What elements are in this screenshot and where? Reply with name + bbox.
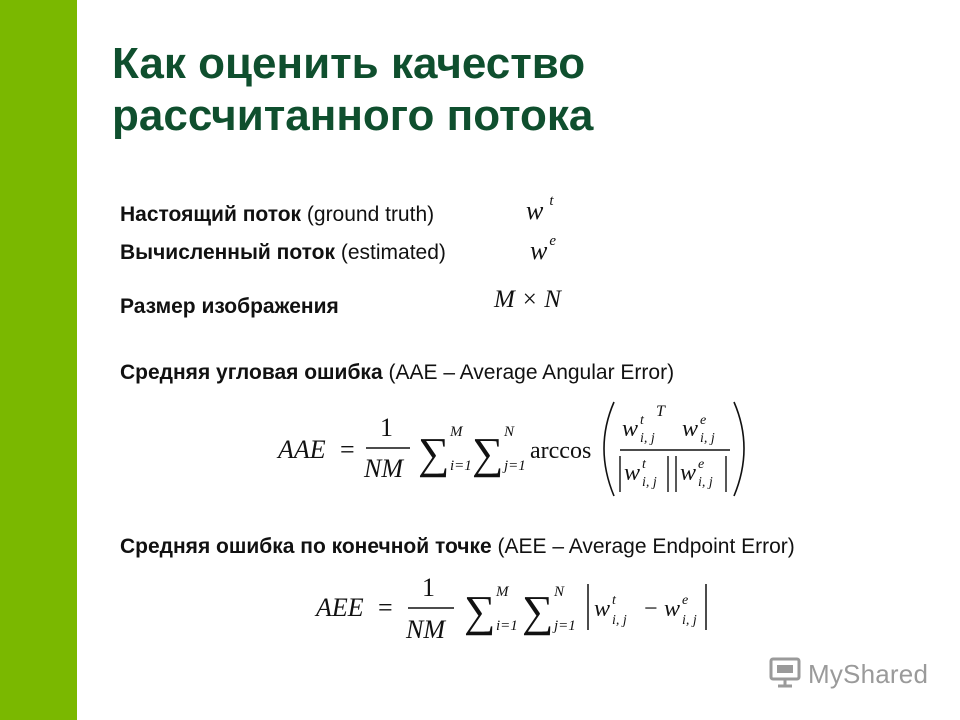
aee-sum2: ∑	[522, 587, 554, 636]
aae-num-w1: w	[622, 416, 639, 442]
aae-den-w2-sub: i, j	[698, 475, 713, 490]
aae-right-paren	[734, 402, 744, 496]
aee-w2-sup: e	[682, 593, 689, 608]
aae-den-w2: w	[680, 460, 697, 486]
aee-line	[120, 534, 795, 560]
aee-lhs: AEE	[316, 593, 364, 622]
aae-label: Средняя угловая ошибка	[120, 361, 383, 384]
true-flow-label: Настоящий поток	[120, 203, 302, 226]
watermark-text: MyShared	[808, 658, 929, 689]
aae-frac-num: 1	[380, 413, 393, 442]
aee-sum2-lower: j=1	[554, 618, 576, 634]
aee-w1: w	[594, 596, 611, 622]
aee-w2: w	[664, 596, 681, 622]
aee-w2-sub: i, j	[682, 613, 697, 628]
aae-lhs: AAE	[278, 435, 326, 464]
aae-eq: =	[340, 435, 355, 464]
aae-left-paren	[604, 402, 614, 496]
slide-title	[112, 38, 912, 142]
presentation-board-icon	[768, 656, 802, 693]
image-size-line	[120, 294, 339, 320]
aee-minus: −	[644, 596, 658, 622]
aae-den-w1-sub: i, j	[642, 475, 657, 490]
image-size-label: Размер изображения	[120, 295, 339, 318]
slide-title-line1: Как оценить качество	[112, 39, 586, 88]
estimated-flow-note: (estimated)	[340, 241, 446, 264]
aee-w1-sup: t	[612, 593, 616, 608]
aee-sum1-lower: i=1	[496, 618, 518, 634]
aae-num-w1-sub: i, j	[640, 431, 655, 446]
aae-den-w1-sup: t	[642, 457, 646, 472]
aae-num-w2-sup: e	[700, 413, 707, 428]
aae-num-w1-sup: t	[640, 413, 644, 428]
aae-sum1: ∑	[418, 429, 450, 478]
aee-formula	[312, 572, 732, 657]
image-size-symbol: M × N	[494, 286, 561, 313]
aee-eq: =	[378, 593, 393, 622]
aae-line	[120, 360, 674, 386]
aae-num-w2-sub: i, j	[700, 431, 715, 446]
aee-frac-num: 1	[422, 573, 435, 602]
aae-sum2-upper: N	[504, 424, 515, 440]
slide-accent-bar	[0, 0, 77, 720]
true-flow-line	[120, 202, 434, 228]
slide-title-line2: рассчитанного потока	[112, 91, 594, 140]
aae-frac-den: NM	[364, 454, 403, 483]
aee-note: (AEE – Average Endpoint Error)	[497, 535, 795, 558]
aae-sum1-lower: i=1	[450, 458, 472, 474]
aee-sum2-upper: N	[554, 584, 565, 600]
true-flow-note: (ground truth)	[306, 203, 435, 226]
aae-note: (AAE – Average Angular Error)	[388, 361, 675, 384]
aee-frac-den: NM	[406, 615, 445, 644]
estimated-flow-symbol: w $^e$	[530, 233, 557, 265]
aee-w1-sub: i, j	[612, 613, 627, 628]
aae-formula	[274, 398, 754, 505]
aae-sum2: ∑	[472, 429, 504, 478]
aae-sum2-lower: j=1	[504, 458, 526, 474]
aee-sum1: ∑	[464, 587, 496, 636]
aee-label: Средняя ошибка по конечной точке	[120, 535, 492, 558]
estimated-flow-line	[120, 240, 446, 266]
aae-num-transpose: T	[656, 403, 665, 420]
estimated-flow-label: Вычисленный поток	[120, 241, 336, 264]
true-flow-symbol: w $^t$	[526, 193, 554, 225]
aae-arccos: arccos	[530, 438, 592, 464]
myshared-watermark	[768, 656, 928, 692]
aae-den-w2-sup: e	[698, 457, 705, 472]
aae-sum1-upper: M	[450, 424, 463, 440]
aae-num-w2: w	[682, 416, 699, 442]
aae-den-w1: w	[624, 460, 641, 486]
aee-sum1-upper: M	[496, 584, 509, 600]
